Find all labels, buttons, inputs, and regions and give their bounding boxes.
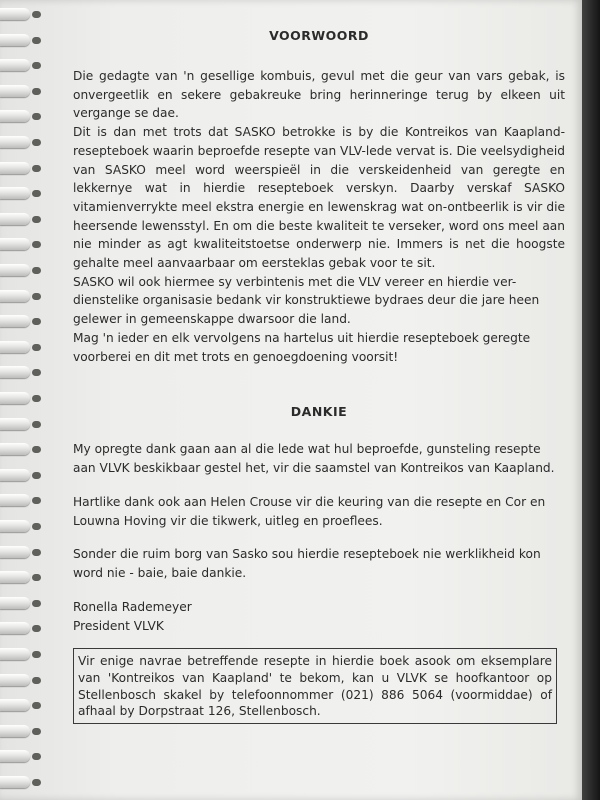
binding-ring xyxy=(0,597,30,609)
binding-hole xyxy=(32,625,41,632)
thanks-text: Hartlike dank ook aan Helen Crouse vir die keuring van die resepte en Cor en Louwna Hoving vir die tikwerk, uitleg en proeflees. xyxy=(73,495,546,528)
foreword-heading: VOORWOORD xyxy=(269,28,369,43)
binding-ring xyxy=(0,520,30,532)
binding-hole xyxy=(32,574,41,581)
binding-ring xyxy=(0,443,30,455)
binding-hole xyxy=(32,421,41,428)
binding-hole xyxy=(32,11,41,18)
contact-notice-text: Vir enige navrae betreffende resepte in hierdie boek asook om eksemplare van 'Kontreikos van Kaapland' te bekom, kan u VLVK se hoofkantoor op Stellenbosch skakel by telefoonnommer (021) 886 5064 (voormiddae) of afhaal by Dorpstraat 126, Stellenbosch. xyxy=(78,654,552,719)
binding-ring xyxy=(0,571,30,583)
binding-ring xyxy=(0,341,30,353)
binding-ring xyxy=(0,213,30,225)
binding-ring xyxy=(0,469,30,481)
binding-hole xyxy=(32,165,41,172)
binding-hole xyxy=(32,139,41,146)
signature xyxy=(73,598,565,635)
binding-hole xyxy=(32,651,41,658)
binding-hole xyxy=(32,190,41,197)
binding-ring xyxy=(0,8,30,20)
binding-hole xyxy=(32,523,41,530)
binding-ring xyxy=(0,136,30,148)
binding-hole xyxy=(32,62,41,69)
signature-name: Ronella Rademeyer xyxy=(73,600,192,614)
thanks-text: My opregte dank gaan aan al die lede wat hul beproefde, gunsteling resepte aan VLVK beskikbaar gestel het, vir die saamstel van Kontreikos van Kaapland. xyxy=(73,442,555,475)
foreword-paragraph: Mag 'n ieder en elk vervolgens na hartelus uit hierdie resepteboek geregte voorberei en dit met trots en genoegdoening voorsit! xyxy=(73,330,531,364)
binding-hole xyxy=(32,344,41,351)
binding-ring xyxy=(0,187,30,199)
binding-ring xyxy=(0,725,30,737)
thanks-text: Sonder die ruim borg van Sasko sou hierdie resepteboek nie werklikheid kon word nie - baie, baie dankie. xyxy=(73,547,541,580)
binding-hole xyxy=(32,369,41,376)
binding-ring xyxy=(0,674,30,686)
thanks-paragraph xyxy=(73,440,565,477)
binding-ring xyxy=(0,264,30,276)
contact-notice-box xyxy=(73,648,557,724)
binding-ring xyxy=(0,162,30,174)
binding-ring xyxy=(0,494,30,506)
binding-ring xyxy=(0,110,30,122)
binding-hole xyxy=(32,446,41,453)
binding-ring xyxy=(0,750,30,762)
binding-hole xyxy=(32,318,41,325)
spiral-binding xyxy=(0,0,46,800)
binding-hole xyxy=(32,728,41,735)
foreword-paragraph: Die gedagte van 'n gesellige kombuis, gevul met die geur van vars gebak, is onvergeetlik en sekere gebakreuke bring herinneringe terug by elkeen uit vergange se dae. xyxy=(73,69,565,121)
foreword-paragraph: SASKO wil ook hiermee sy verbintenis met die VLV vereer en hierdie ver-dienstelike organisasie bedank vir konstruktiewe bydraes deur die jare heen gelewer in gemeenskappe dwarsoor die land. xyxy=(73,274,540,327)
binding-hole xyxy=(32,549,41,556)
binding-ring xyxy=(0,546,30,558)
binding-ring xyxy=(0,85,30,97)
binding-hole xyxy=(32,37,41,44)
binding-hole xyxy=(32,779,41,786)
binding-ring xyxy=(0,366,30,378)
foreword-text xyxy=(73,67,565,366)
binding-ring xyxy=(0,418,30,430)
binding-ring xyxy=(0,238,30,250)
binding-ring xyxy=(0,622,30,634)
binding-hole xyxy=(32,216,41,223)
binding-ring xyxy=(0,648,30,660)
binding-hole xyxy=(32,677,41,684)
binding-hole xyxy=(32,293,41,300)
binding-hole xyxy=(32,497,41,504)
binding-hole xyxy=(32,472,41,479)
binding-ring xyxy=(0,315,30,327)
foreword-paragraph: Dit is dan met trots dat SASKO betrokke is by die Kontreikos van Kaapland-resepteboek waarin beproefde resepte van VLV-lede vervat is. Die veelsydigheid van SASKO meel word weerspieël in die verskeidenheid van geregte en lekkernye wat in hierdie resepteboek verskyn. Daarby verskaf SASKO vitamienverrykte meel ekstra energie en lewenskrag wat on-ontbeerlik is vir die heersende lewensstyl. En om die beste kwaliteit te verseker, word ons meel aan nie minder as agt kwaliteitstoetse onderwerp nie. Immers is net die hoogste gehalte meel aanvaarbaar om eersteklas gebak voor te sit. xyxy=(73,125,565,271)
binding-hole xyxy=(32,241,41,248)
binding-hole xyxy=(32,88,41,95)
thanks-heading: DANKIE xyxy=(290,404,348,419)
binding-hole xyxy=(32,600,41,607)
signature-role: President VLVK xyxy=(73,618,164,633)
binding-ring xyxy=(0,776,30,788)
binding-hole xyxy=(32,753,41,760)
binding-ring xyxy=(0,34,30,46)
binding-hole xyxy=(32,702,41,709)
binding-ring xyxy=(0,290,30,302)
binding-ring xyxy=(0,699,30,711)
binding-ring xyxy=(0,392,30,404)
binding-hole xyxy=(32,395,41,402)
binding-ring xyxy=(0,59,30,71)
thanks-paragraph xyxy=(73,545,565,582)
binding-hole xyxy=(32,113,41,120)
binding-hole xyxy=(32,267,41,274)
thanks-paragraph xyxy=(73,493,565,530)
